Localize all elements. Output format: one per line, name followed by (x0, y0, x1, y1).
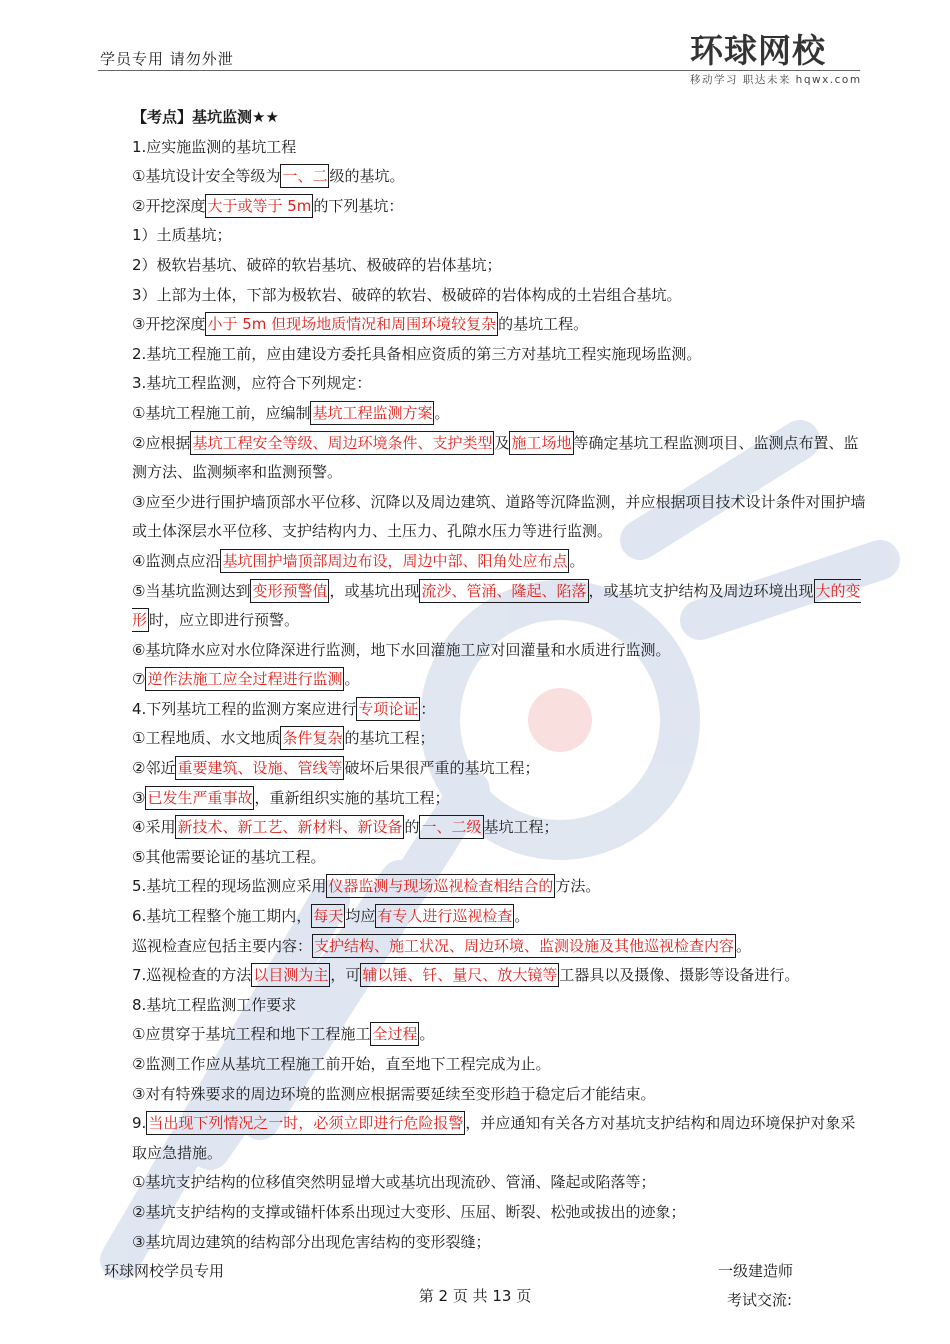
text-segment: 破坏后果很严重的基坑工程； (344, 759, 540, 778)
highlighted-keyword: 条件复杂 (280, 726, 344, 750)
paragraph-line (100, 251, 870, 281)
text-segment: ③对有特殊要求的周边环境的监测应根据需要延续至变形趋于稳定后才能结束。 (132, 1084, 656, 1103)
paragraph-line (100, 162, 870, 192)
header-note: 学员专用 请勿外泄 (100, 50, 234, 68)
paragraph-line (100, 281, 870, 311)
footer-exam-name: 一级建造师 (718, 1262, 794, 1280)
highlighted-keyword: 小于 5m 但现场地质情况和周围环境较复杂 (205, 312, 498, 336)
paragraph-line (100, 340, 870, 370)
text-segment: 。 (419, 1025, 435, 1044)
text-segment: ①应贯穿于基坑工程和地下工程施工 (132, 1025, 371, 1044)
text-segment: ④采用 (132, 818, 176, 837)
text-segment: ②监测工作应从基坑工程施工前开始，直至地下工程完成为止。 (132, 1055, 551, 1073)
highlighted-keyword: 当出现下列情况之一时，必须立即进行危险报警 (146, 1111, 465, 1135)
text-segment: 巡视检查应包括主要内容： (132, 936, 313, 955)
text-segment: ①工程地质、水文地质 (132, 729, 281, 748)
text-segment: ： (420, 699, 436, 718)
paragraph-line (100, 784, 870, 814)
highlighted-keyword: 每天 (311, 904, 345, 928)
highlighted-keyword: 专项论证 (356, 697, 420, 721)
paragraph-line (100, 1168, 870, 1198)
text-segment: 1）土质基坑； (132, 226, 232, 245)
text-segment: 2.基坑工程施工前，应由建设方委托具备相应资质的第三方对基坑工程实施现场监测。 (132, 344, 702, 363)
paragraph-line (100, 133, 870, 163)
paragraph-line (100, 991, 870, 1021)
section-title: 【考点】基坑监测★★ (132, 108, 279, 126)
paragraph-line (100, 488, 870, 547)
text-segment: ⑦ (132, 670, 146, 689)
text-segment: ⑤其他需要论证的基坑工程。 (132, 847, 326, 866)
highlighted-keyword: 一、二 (280, 164, 329, 188)
text-segment: 9. (132, 1114, 147, 1133)
paragraph-line (100, 1080, 870, 1110)
paragraph-line (100, 665, 870, 695)
highlighted-keyword: 重要建筑、设施、管线等 (175, 756, 344, 780)
text-segment: ，并应通知有关各方对基坑支护结构和周边环境保护对象采取应急措施。 (132, 1114, 856, 1162)
text-segment: 的基坑工程。 (498, 315, 589, 334)
text-segment: 方法。 (555, 877, 601, 896)
paragraph-line (100, 547, 870, 577)
text-segment: 。 (569, 551, 585, 570)
highlighted-keyword: 流沙、管涌、隆起、陷落 (419, 579, 588, 603)
highlighted-keyword: 一、二级 (419, 815, 483, 839)
paragraph-line (100, 1198, 870, 1228)
highlighted-keyword: 已发生严重事故 (145, 786, 254, 810)
paragraph-line (100, 695, 870, 725)
highlighted-keyword: 新技术、新工艺、新材料、新设备 (175, 815, 404, 839)
highlighted-keyword: 支护结构、施工状况、周边环境、监测设施及其他巡视检查内容 (312, 934, 736, 958)
document-body (100, 103, 870, 1257)
text-segment: 2）极软岩基坑、破碎的软岩基坑、极破碎的岩体基坑； (132, 255, 502, 274)
paragraph-line (100, 961, 870, 991)
text-segment: 的基坑工程； (344, 729, 435, 748)
highlighted-keyword: 以目测为主 (251, 963, 330, 987)
paragraph-line (100, 1228, 870, 1258)
text-segment: 8.基坑工程监测工作要求 (132, 995, 297, 1014)
paragraph-line (100, 1109, 870, 1168)
text-segment: ③开挖深度 (132, 315, 206, 334)
paragraph-line (100, 724, 870, 754)
text-segment: ，或基坑支护结构及周边环境出现 (588, 581, 814, 600)
text-segment: ①基坑设计安全等级为 (132, 167, 281, 186)
paragraph-line (100, 221, 870, 251)
text-segment: ①基坑工程施工前，应编制 (132, 403, 311, 422)
text-segment: 4.下列基坑工程的监测方案应进行 (132, 699, 357, 718)
footer-left: 环球网校学员专用 (104, 1262, 225, 1280)
text-segment: 及 (494, 433, 510, 452)
highlighted-keyword: 基坑工程安全等级、周边环境条件、支护类型 (190, 431, 494, 455)
text-segment: 。 (736, 936, 752, 955)
text-segment: 基坑工程； (483, 818, 559, 837)
paragraph-line (100, 932, 870, 962)
highlighted-keyword: 变形预警值 (250, 579, 329, 603)
text-segment: 6.基坑工程整个施工期内， (132, 907, 312, 926)
paragraph-line (100, 429, 870, 488)
text-segment: 工器具以及摄像、摄影等设备进行。 (559, 966, 800, 985)
logo-tagline: 移动学习 职达未来 hqwx.com (690, 74, 862, 86)
footer-exchange: 考试交流: (727, 1291, 793, 1309)
text-segment: 1.应实施监测的基坑工程 (132, 137, 297, 156)
paragraph-line (100, 902, 870, 932)
paragraph-list (100, 133, 870, 1258)
text-segment: ⑤当基坑监测达到 (132, 581, 251, 600)
text-segment: 。 (514, 907, 530, 926)
text-segment: 7.巡视检查的方法 (132, 966, 252, 985)
text-segment: 5.基坑工程的现场监测应采用 (132, 877, 327, 896)
text-segment: 等确定基坑工程监测项目、监测点布置、监测方法、监测频率和监测预警。 (132, 433, 859, 482)
text-segment: ，可 (330, 966, 361, 985)
paragraph-line (100, 754, 870, 784)
paragraph-line (100, 872, 870, 902)
text-segment: ②基坑支护结构的支撑或锚杆体系出现过大变形、压屈、断裂、松弛或拔出的迹象； (132, 1202, 686, 1221)
highlighted-keyword: 大的变形 (132, 579, 861, 633)
text-segment: 3）上部为土体，下部为极软岩、破碎的软岩、极破碎的岩体构成的土岩组合基坑。 (132, 285, 682, 304)
text-segment: 。 (434, 403, 450, 422)
highlighted-keyword: 有专人进行巡视检查 (375, 904, 514, 928)
paragraph-line (100, 399, 870, 429)
text-segment: ④监测点应沿 (132, 551, 221, 570)
logo-text: 环球网校 (690, 31, 826, 70)
text-segment: 的 (404, 818, 420, 837)
text-segment: ③应至少进行围护墙顶部水平位移、沉降以及周边建筑、道路等沉降监测，并应根据项目技术设计条件对围护墙或土体深层水平位移、支护结构内力、土压力、孔隙水压力等进行监测。 (132, 492, 866, 541)
page-number: 第 2 页 共 13 页 (418, 1287, 532, 1305)
text-segment: 级的基坑。 (329, 167, 405, 186)
paragraph-line (100, 843, 870, 873)
paragraph-line (100, 813, 870, 843)
highlighted-keyword: 基坑围护墙顶部周边布设，周边中部、阳角处应布点 (220, 549, 569, 573)
paragraph-line (100, 310, 870, 340)
highlighted-keyword: 施工场地 (509, 431, 573, 455)
paragraph-line (100, 577, 870, 636)
text-segment: ③基坑周边建筑的结构部分出现危害结构的变形裂缝； (132, 1232, 491, 1251)
paragraph-line (100, 1050, 870, 1080)
text-segment: 时，应立即进行预警。 (149, 611, 300, 630)
paragraph-line (100, 1020, 870, 1050)
text-segment: ，重新组织实施的基坑工程； (254, 788, 450, 807)
text-segment: ②邻近 (132, 759, 176, 778)
paragraph-line (100, 369, 870, 399)
paragraph-line (100, 636, 870, 666)
text-segment: ②开挖深度 (132, 196, 206, 215)
highlighted-keyword: 辅以锤、钎、量尺、放大镜等 (360, 963, 559, 987)
text-segment: 。 (344, 670, 360, 689)
text-segment: ①基坑支护结构的位移值突然明显增大或基坑出现流砂、管涌、隆起或陷落等； (132, 1173, 656, 1192)
text-segment: 的下列基坑： (313, 196, 404, 215)
highlighted-keyword: 仪器监测与现场巡视检查相结合的 (326, 874, 555, 898)
brand-logo (690, 32, 865, 92)
highlighted-keyword: 基坑工程监测方案 (310, 401, 434, 425)
highlighted-keyword: 逆作法施工应全过程进行监测 (145, 667, 344, 691)
paragraph-line (100, 192, 870, 222)
highlighted-keyword: 大于或等于 5m (205, 194, 313, 218)
highlighted-keyword: 全过程 (370, 1022, 419, 1046)
text-segment: 3.基坑工程监测，应符合下列规定： (132, 374, 372, 393)
text-segment: ②应根据 (132, 433, 191, 452)
text-segment: 均应 (345, 907, 376, 926)
text-segment: ③ (132, 788, 146, 807)
text-segment: ，或基坑出现 (329, 581, 420, 600)
text-segment: ⑥基坑降水应对水位降深进行监测，地下水回灌施工应对回灌量和水质进行监测。 (132, 640, 671, 659)
